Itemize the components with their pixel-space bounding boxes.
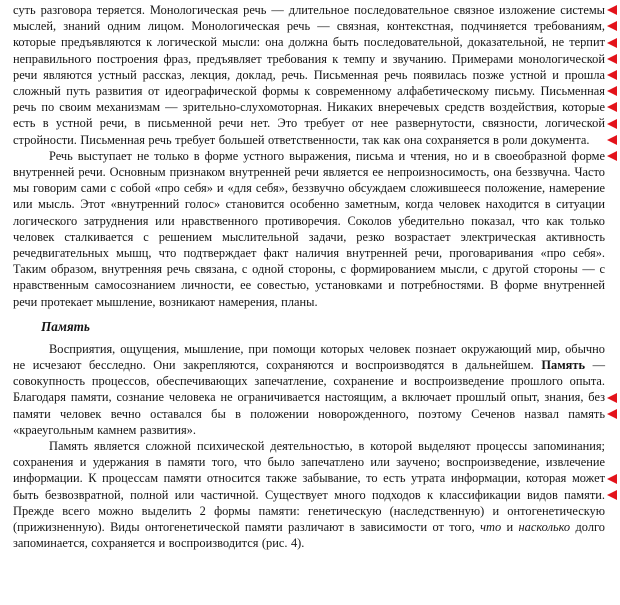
line-marker-triangle-icon [607,102,617,112]
text-run: и [501,520,519,535]
section-heading-memory: Память [41,318,90,334]
line-marker-triangle-icon [607,70,617,80]
paragraph-memory-definition [13,341,605,438]
text-run: суть разговора теряется. Монологическая речь — длительное последовательное связное изложение системы мыслей, знаний одним лицом. Монологическая речь — связная, контекстная, подчиняется требованиям, которые предъявляются к логической мысли: она должна быть последовательной, доказательной, не терпит неправильного построения фраз, предъявляет требования к темпу и звучанию. Примерами монологической речи являются устный рассказ, лекция, доклад, речь. Письменная речь появилась позже устной и прошла сложный путь развития от идеографической формы к современному алфабетическому письму. Письменная речь по своим механизмам — зрительно-слухомоторная. Никаких внеречевых средств воздействия, которые есть в устной речи, в письменной речи нет. Это требует от нее развернутости, связности, логической стройности. Письменная речь требует большей ответственности, так как она сохраняется в роли документа. [13,3,605,147]
text-run: — совокупность процессов, обеспечивающих запечатление, сохранение и воспроизведение прошлого опыта. Благодаря памяти, сознание человека не ограничивается настоящим, а включает прошлый опыт, знания, без памяти человек вечно оставался бы в положении новорожденного, поэтому Сеченов назвал память «краеугольным камнем развития». [13,358,605,437]
paragraph-memory-processes [13,438,605,551]
text-run-italic: что [480,520,502,535]
line-marker-triangle-icon [607,409,617,419]
paragraph-inner-speech [13,148,605,310]
line-marker-triangle-icon [607,86,617,96]
line-marker-triangle-icon [607,54,617,64]
line-marker-triangle-icon [607,151,617,161]
text-run: Речь выступает не только в форме устного выражения, письма и чтения, но и в своеобразной форме внутренней речи. Основным признаком внутренней речи является ее непроизносимость, она беззвучна. Часто мы говорим сами с собой «про себя» и «для себя», беззвучно обсуждаем сложившееся положение, намерение или мысль. Этот «внутренний голос» становится особенно заметным, когда человек находится в ситуации логического затруднения или нравственного противоречия. Соколов убедительно показал, что как только человек сталкивается с решением мыслительной задачи, резко возрастает электрическая активность речедвигательных мышц, что подтверждает факт наличия внутренней речи, проговаривания «про себя». Таким образом, внутренняя речь связана, с одной стороны, с формированием мысли, с другой стороны — с нравственным самосознанием личности, ее совестью, установками и потребностями. В форме внутренней речи протекает мышление, возникают намерения, планы. [13,148,605,309]
line-marker-triangle-icon [607,474,617,484]
line-marker-triangle-icon [607,135,617,145]
line-marker-triangle-icon [607,38,617,48]
paragraph-monologue-written-speech [13,2,605,148]
line-marker-triangle-icon [607,21,617,31]
line-marker-triangle-icon [607,5,617,15]
text-run: Память является сложной психической деятельностью, в которой выделяют процессы запоминания; сохранения и удержания в памяти того, что было запечатлено или заучено; воспроизведение, извлечение информации. К процессам памяти относится также забывание, то есть утрата информации, которая может быть безвозвратной, полной или частичной. Существует много подходов к классификации видов памяти. Прежде всего можно выделить 2 формы памяти: генетическую (наследственную) и онтогенетическую (прижизненную). Виды онтогенетической памяти различают в зависимости от того, [13,439,605,535]
line-marker-triangle-icon [607,393,617,403]
text-run: Восприятия, ощущения, мышление, при помощи которых человек познает окружающий мир, обычно не исчезают бесследно. Они закрепляются, сохраняются и воспроизводятся в дальнейшем. [13,341,605,373]
line-marker-triangle-icon [607,490,617,500]
text-run-italic: насколько [518,520,571,535]
line-marker-triangle-icon [607,119,617,129]
text-run-bold: Память [541,358,585,373]
text-run: долго запоминается, сохраняется и воспроизводится (рис. 4). [13,520,605,551]
